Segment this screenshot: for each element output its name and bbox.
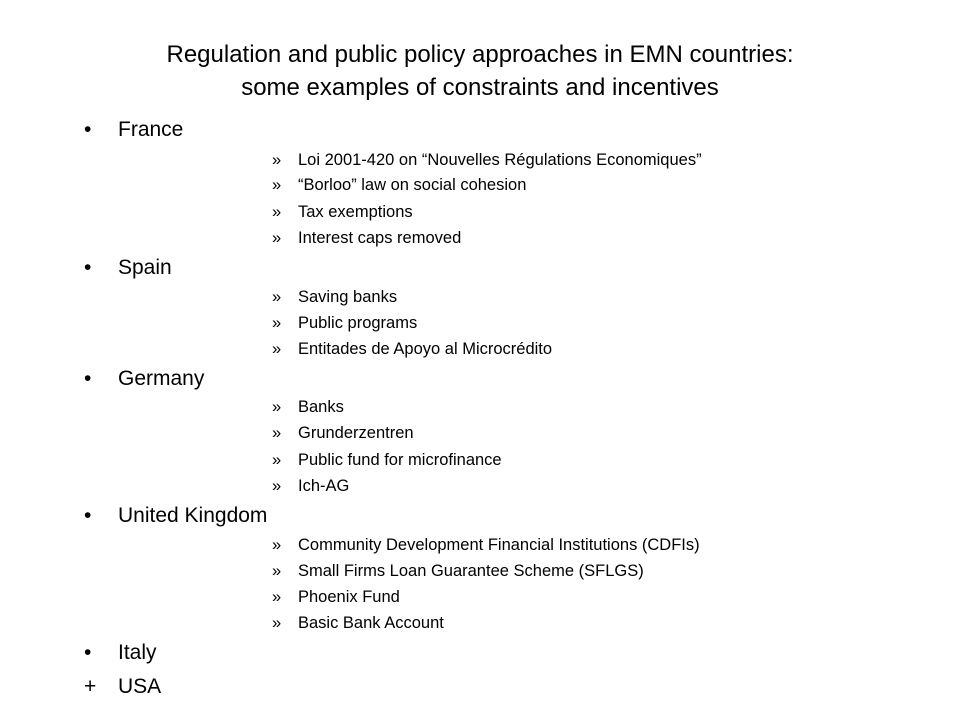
country-germany <box>84 366 204 392</box>
list-item <box>272 612 444 634</box>
bullet-marker: • <box>84 504 92 527</box>
country-label: USA <box>118 675 162 698</box>
sub-marker: » <box>272 477 282 495</box>
sub-marker: » <box>272 340 282 358</box>
list-item-text: Public fund for microfinance <box>298 451 502 469</box>
list-item-text: Phoenix Fund <box>298 588 400 606</box>
sub-marker: » <box>272 288 282 306</box>
country-label: Spain <box>118 256 172 279</box>
sub-marker: » <box>272 588 282 606</box>
country-label: United Kingdom <box>118 504 268 527</box>
country-spain <box>84 255 172 281</box>
country-united-kingdom <box>84 503 267 529</box>
sub-marker: » <box>272 451 282 469</box>
sub-marker: » <box>272 176 282 194</box>
list-item <box>272 227 461 249</box>
list-item <box>272 534 700 556</box>
list-item-text: Entitades de Apoyo al Microcrédito <box>298 340 553 358</box>
sub-marker: » <box>272 536 282 554</box>
sub-marker: » <box>272 424 282 442</box>
bullet-marker: • <box>84 641 92 664</box>
list-item <box>272 422 414 444</box>
list-item <box>272 201 413 223</box>
sub-marker: » <box>272 314 282 332</box>
list-item-text: Interest caps removed <box>298 229 462 247</box>
list-item-text: Tax exemptions <box>298 203 413 221</box>
sub-marker: » <box>272 203 282 221</box>
list-item-text: Small Firms Loan Guarantee Scheme (SFLGS) <box>298 562 644 580</box>
list-item-text: Public programs <box>298 314 418 332</box>
list-item <box>272 338 552 360</box>
list-item-text: Basic Bank Account <box>298 614 444 632</box>
list-item-text: Loi 2001-420 on “Nouvelles Régulations Economiques” <box>298 151 702 169</box>
country-label: Germany <box>118 367 205 390</box>
bullet-marker: • <box>84 256 92 279</box>
list-item <box>272 449 502 471</box>
sub-marker: » <box>272 398 282 416</box>
list-item <box>272 312 417 334</box>
sub-marker: » <box>272 562 282 580</box>
country-label: France <box>118 118 184 141</box>
list-item <box>272 286 397 308</box>
title-line-2: some examples of constraints and incentives <box>241 74 719 101</box>
list-item <box>272 586 400 608</box>
list-item-text: Saving banks <box>298 288 398 306</box>
bullet-marker: • <box>84 118 92 141</box>
country-label: Italy <box>118 641 157 664</box>
sub-marker: » <box>272 614 282 632</box>
list-item-text: Community Development Financial Institutions (CDFIs) <box>298 536 700 554</box>
list-item <box>272 560 644 582</box>
list-item <box>272 475 349 497</box>
list-item-text: Ich-AG <box>298 477 350 495</box>
title-line-1: Regulation and public policy approaches in EMN countries: <box>166 41 794 68</box>
country-italy <box>84 640 157 666</box>
sub-marker: » <box>272 229 282 247</box>
sub-marker: » <box>272 151 282 169</box>
list-item <box>272 174 526 196</box>
list-item-text: Grunderzentren <box>298 424 414 442</box>
list-item-text: “Borloo” law on social cohesion <box>298 176 527 194</box>
plus-marker: + <box>84 675 97 698</box>
country-usa <box>84 674 161 700</box>
list-item <box>272 149 702 171</box>
country-france <box>84 117 183 143</box>
slide-title <box>0 38 960 104</box>
list-item <box>272 396 344 418</box>
bullet-marker: • <box>84 367 92 390</box>
list-item-text: Banks <box>298 398 344 416</box>
